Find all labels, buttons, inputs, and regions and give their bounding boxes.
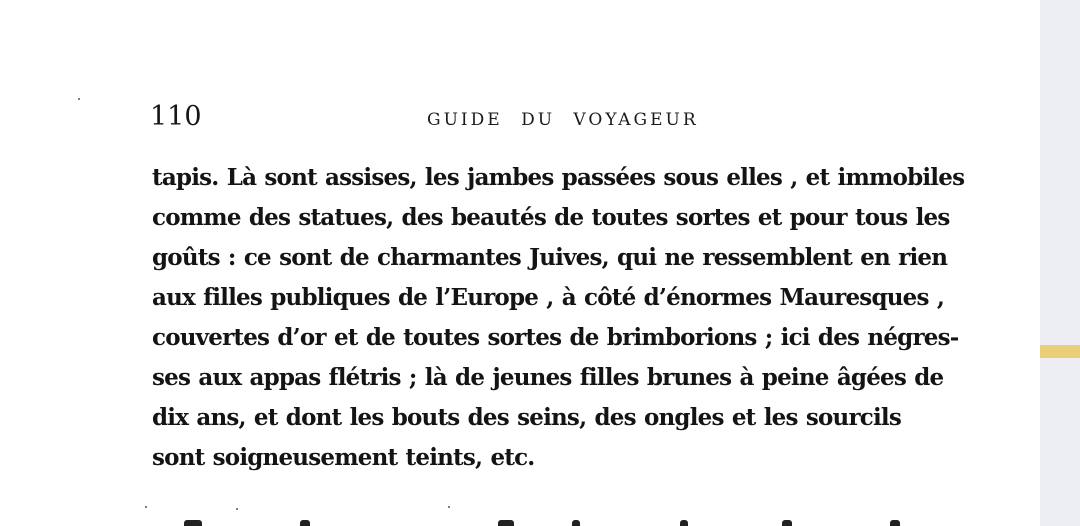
scan-speck xyxy=(236,508,238,510)
text-line: ses aux appas flétris ; là de jeunes filles brunes à peine âgées de xyxy=(152,364,944,391)
text-line: aux filles publiques de l’Europe , à côté d’énormes Mauresques , xyxy=(152,284,945,311)
text-line: tapis. Là sont assises, les jambes passées sous elles , et immobiles xyxy=(152,164,965,191)
page-number: 110 xyxy=(150,101,202,132)
scan-speck xyxy=(145,506,147,508)
text-line: comme des statues, des beautés de toutes sortes et pour tous les xyxy=(152,204,950,231)
text-line: sont soigneusement teints, etc. xyxy=(152,444,535,471)
page-edge-margin xyxy=(1040,0,1080,526)
scan-speck xyxy=(78,98,80,100)
cropped-next-line xyxy=(180,512,920,526)
text-line: goûts : ce sont de charmantes Juives, qui ne ressemblent en rien xyxy=(152,244,948,271)
scan-speck xyxy=(448,506,450,508)
text-line: couvertes d’or et de toutes sortes de brimborions ; ici des négres- xyxy=(152,324,959,351)
running-head: GUIDE DU VOYAGEUR xyxy=(427,110,699,130)
body-paragraph xyxy=(152,158,992,478)
margin-highlight-mark xyxy=(1040,345,1080,358)
text-line: dix ans, et dont les bouts des seins, des ongles et les sourcils xyxy=(152,404,901,431)
